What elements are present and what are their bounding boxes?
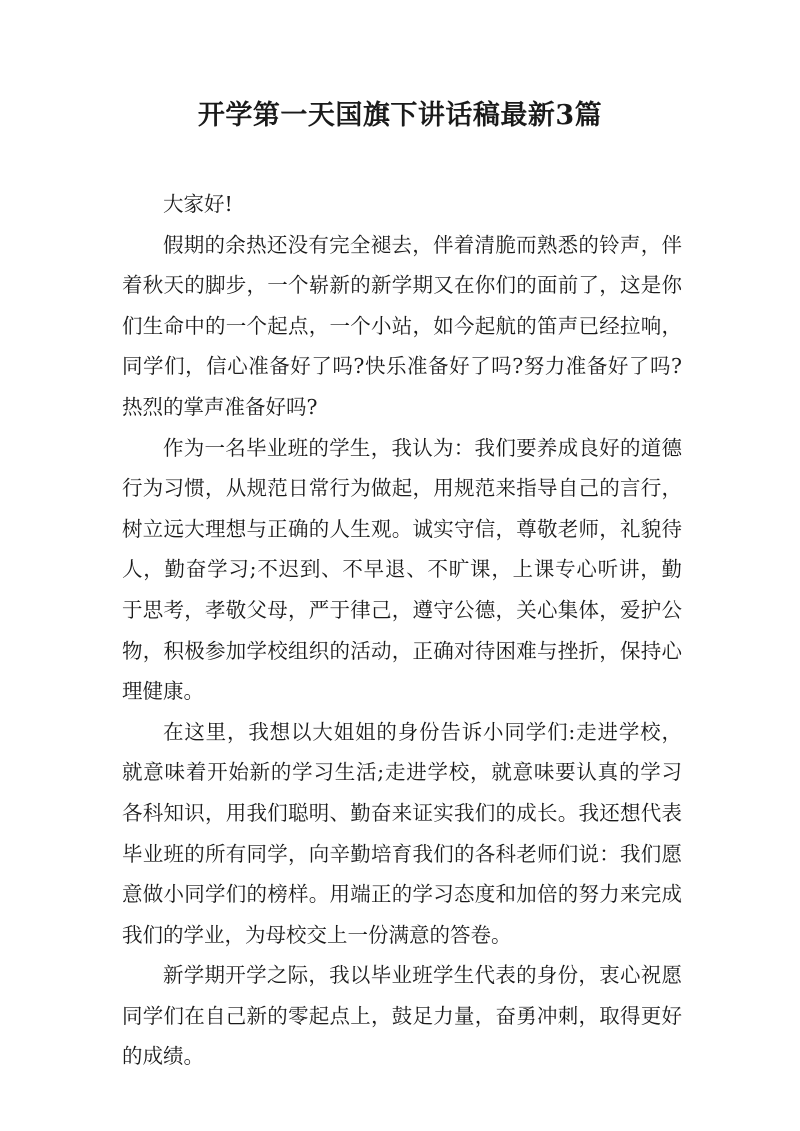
- paragraph-greeting: 大家好!: [163, 192, 233, 216]
- paragraph-3: 在这里，我想以大姐姐的身份告诉小同学们:走进学校，就意味着开始新的学习生活;走进学校，就意味要认真的学习各科知识，用我们聪明、勤奋来证实我们的成长。我还想代表毕业班的所有同学，向辛勤培育我们的各科老师们说：我们愿意做小同学们的榜样。用端正的学习态度和加倍的努力来完成我们的学业，为母校交上一份满意的答卷。: [122, 719, 682, 947]
- document-title: 开学第一天国旗下讲话稿最新3篇: [197, 100, 603, 131]
- paragraph-2: 作为一名毕业班的学生，我认为：我们要养成良好的道德行为习惯，从规范日常行为做起，用规范来指导自己的言行，树立远大理想与正确的人生观。诚实守信，尊敬老师，礼貌待人，勤奋学习;不迟到、不早退、不旷课，上课专心听讲，勤于思考，孝敬父母，严于律己，遵守公德，关心集体，爱护公物，积极参加学校组织的活动，正确对待困难与挫折，保持心理健康。: [122, 435, 682, 704]
- paragraph-1: 假期的余热还没有完全褪去，伴着清脆而熟悉的铃声，伴着秋天的脚步，一个崭新的新学期又在你们的面前了，这是你们生命中的一个起点，一个小站，如今起航的笛声已经拉响，同学们，信心准备好了吗?快乐准备好了吗?努力准备好了吗?热烈的掌声准备好吗?: [122, 232, 682, 419]
- paragraph-4: 新学期开学之际，我以毕业班学生代表的身份，衷心祝愿同学们在自己新的零起点上，鼓足力量，奋勇冲刺，取得更好的成绩。: [122, 963, 682, 1069]
- document-body: [122, 184, 682, 1077]
